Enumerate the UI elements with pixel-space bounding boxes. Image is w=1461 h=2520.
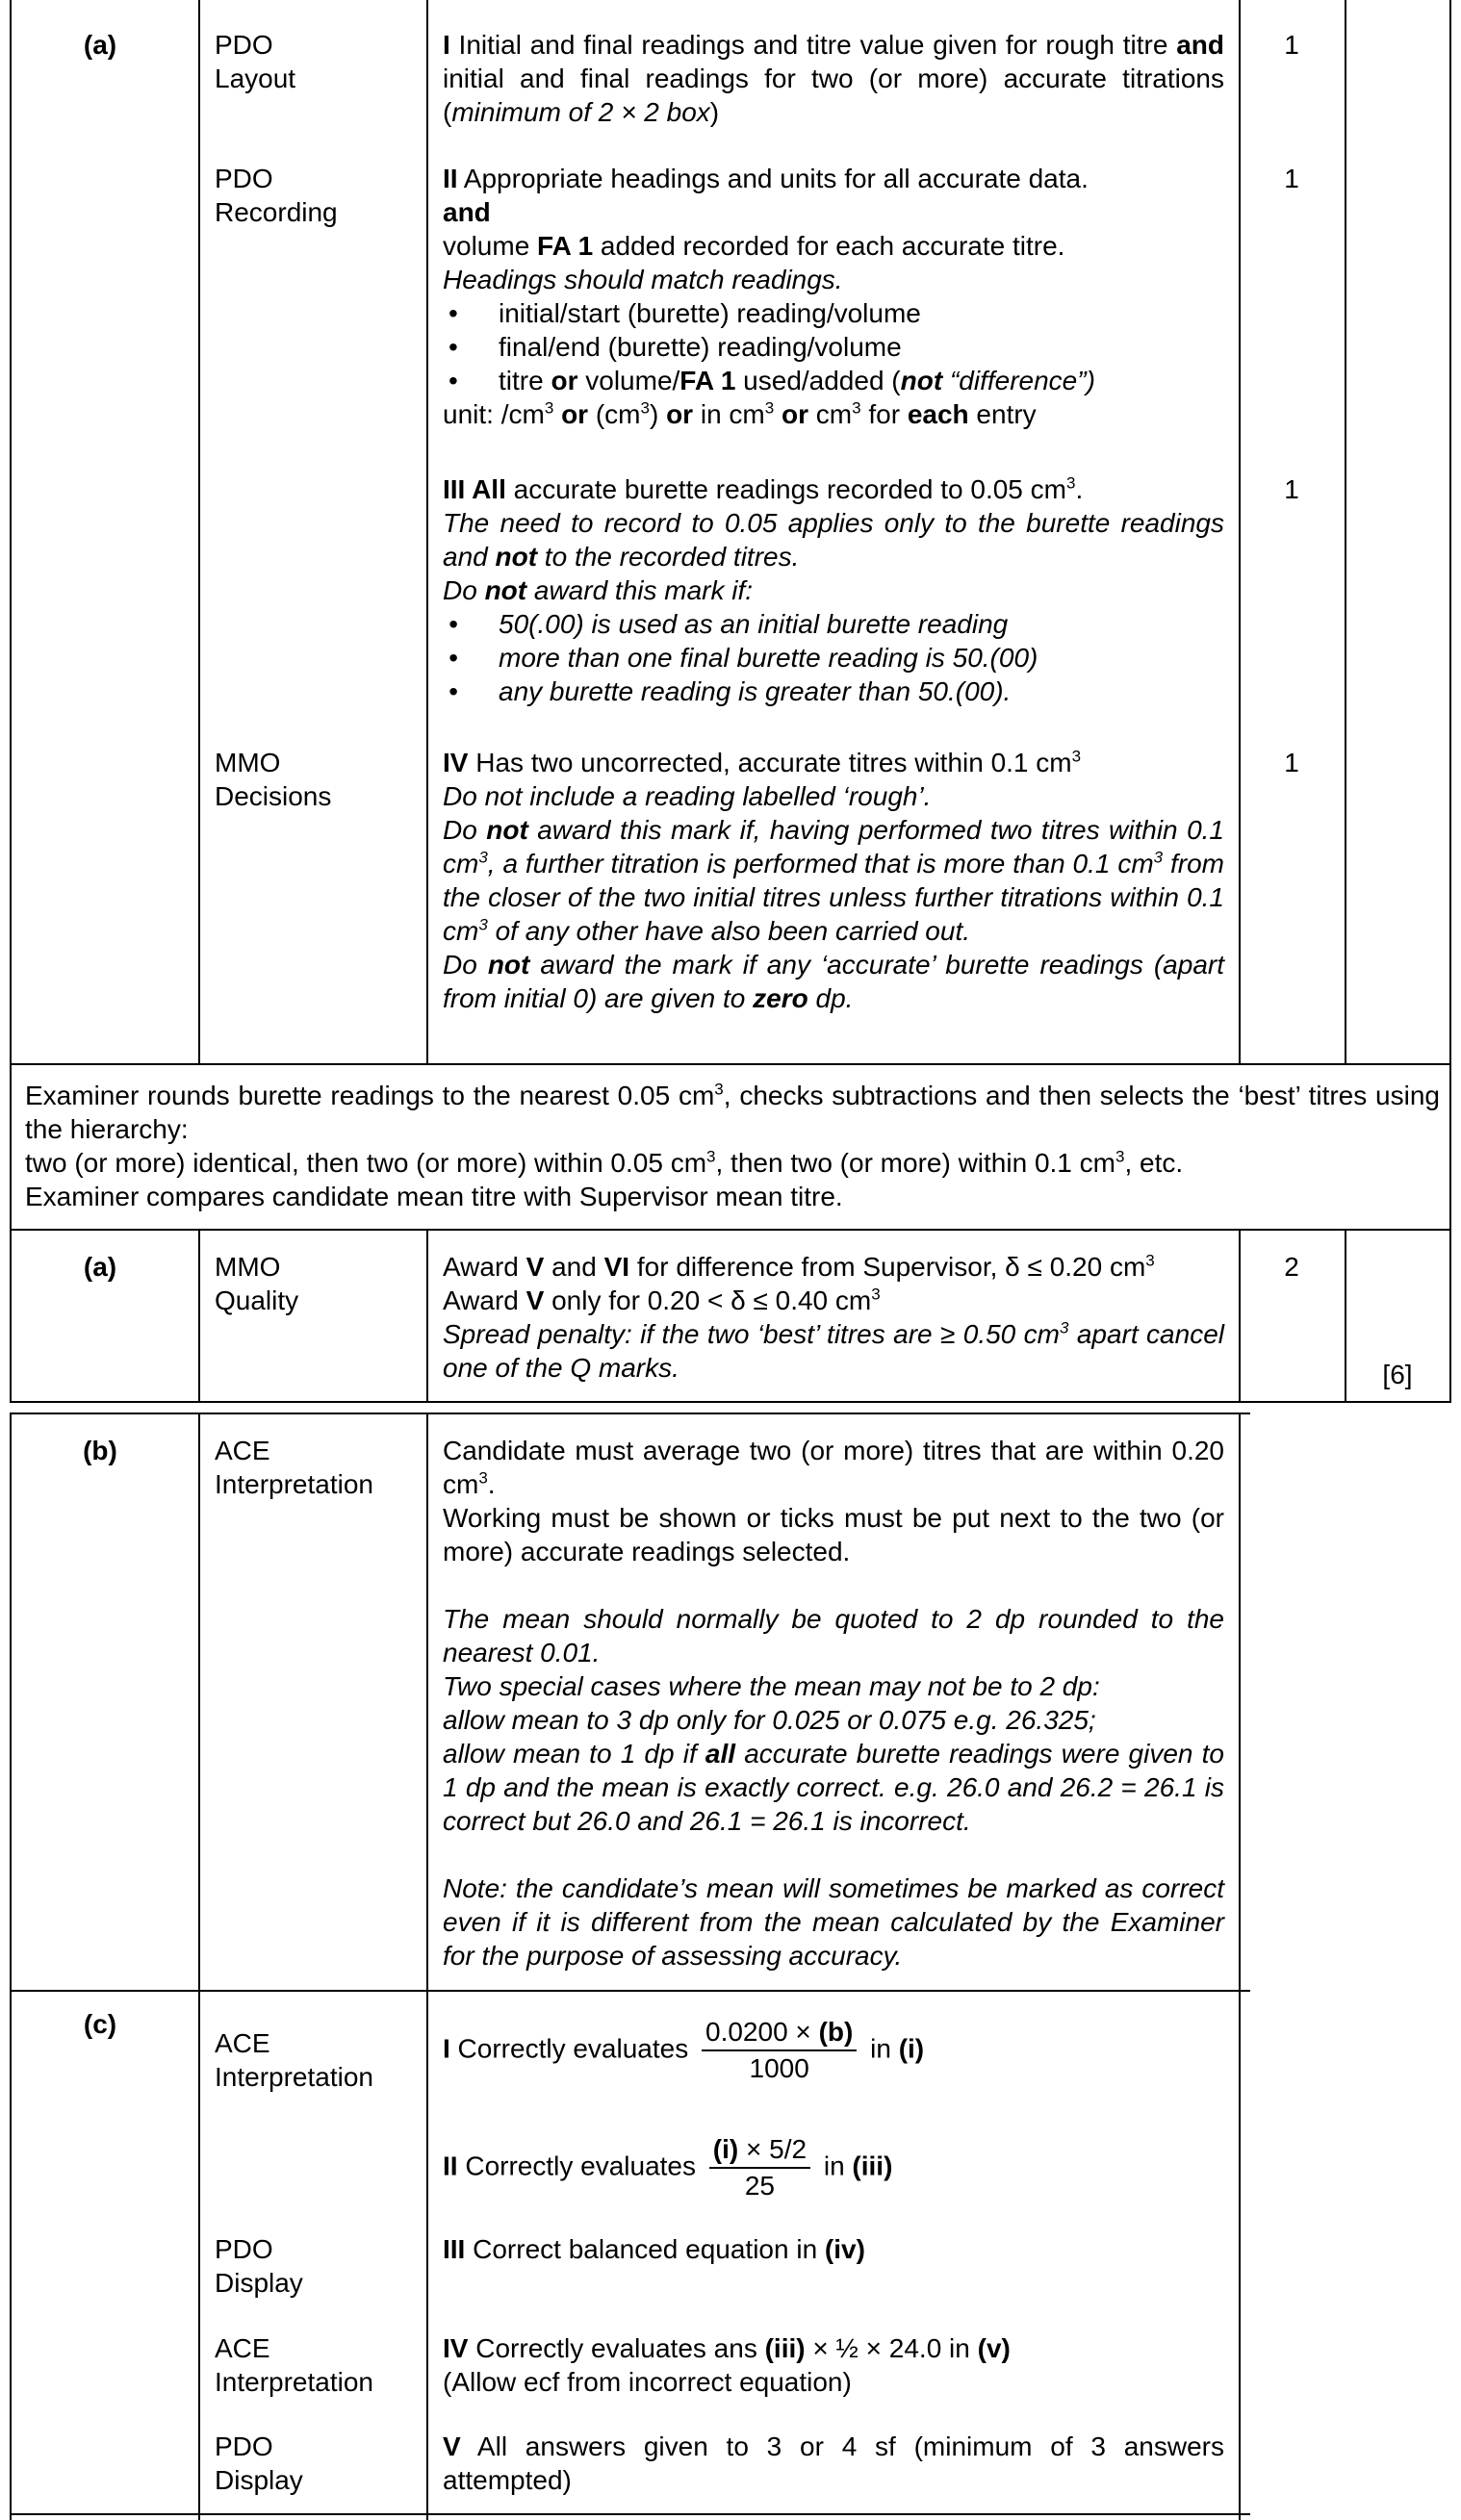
mark-decisions: 1 bbox=[1284, 748, 1299, 777]
quality-label: (a) bbox=[83, 1252, 117, 1282]
criterion-burette: III All accurate burette readings recorded to 0.05 $cm^3$. The need to record to 0.05 applies only to the burette readings and not to the recorded titres. Do not award this mark if: • 50(.00) is used as an initial burette reading • more than one final burette reading is 50.(00) • any burette reading is greater than 50.(00). bbox=[443, 472, 1224, 708]
criterion-c-iv: IV Correctly evaluates ans (iii) × ½ × 24.0 in (v) (Allow ecf from incorrect equation) bbox=[443, 2333, 1011, 2397]
skill-pdo-recording: PDO Recording bbox=[215, 164, 338, 227]
fraction-concentration: $\frac{(i) \times 5/2}{25}$ bbox=[709, 2132, 810, 2203]
criterion-c-ii: II Correctly evaluates $\frac{(i) \times 5/2}{25}$ in (iii) bbox=[443, 2115, 1224, 2221]
criterion-c-v: V All answers given to 3 or 4 sf (minimum of 3 answers attempted) bbox=[443, 2431, 1224, 2495]
criterion-c-i: I Correctly evaluates $\frac{0.0200 \times (b)}{1000}$ in (i) bbox=[443, 1998, 1224, 2103]
total-marks: [6] bbox=[1382, 1360, 1413, 1389]
criterion-decisions: IV Has two uncorrected, accurate titres within 0.1 $cm^3$ Do not include a reading labelled ‘rough’. Do not award this mark if, having performed two titres within 0.1 $cm^3$, a further titration is performed that is more than 0.1 $cm^3$ from the closer of the two initial titres unless further titrations within 0.1 $cm^3$ of any other have also been carried out. Do not award the mark if any ‘accurate’ burette readings (apart from initial 0) are given to zero dp. bbox=[443, 747, 1225, 1013]
bullet-initial: • initial/start (burette) reading/volume bbox=[443, 296, 1224, 330]
criterion-c-iii: III Correct balanced equation in (iv) bbox=[443, 2234, 865, 2264]
mark-layout: 1 bbox=[1284, 30, 1299, 60]
mark-recording: 1 bbox=[1284, 164, 1299, 193]
part-c-label: (c) bbox=[83, 2009, 117, 2039]
skill-pdo-layout: PDO Layout bbox=[215, 30, 296, 93]
bullet-final-50: • more than one final burette reading is 50.(00) bbox=[443, 641, 1224, 675]
criterion-layout: I Initial and final readings and titre value given for rough titre and initial and final readings for two (or more) accurate titrations (minimum of 2 × 2 box) bbox=[443, 30, 1224, 127]
bullet-greater-50: • any burette reading is greater than 50.(00). bbox=[443, 675, 1224, 708]
skill-ace-interpretation-b: ACE Interpretation bbox=[215, 1436, 373, 1499]
bullet-initial-50: • 50(.00) is used as an initial burette reading bbox=[443, 607, 1224, 641]
skill-ace-interpretation-c1: ACE Interpretation bbox=[215, 2028, 373, 2092]
bullet-final: • final/end (burette) reading/volume bbox=[443, 330, 1224, 364]
mark-quality: 2 bbox=[1284, 1252, 1299, 1282]
criterion-quality: Award V and VI for difference from Supervisor, δ ≤ 0.20 $cm^3$ Award V only for 0.20 < δ ≤ 0.40 $cm^3$ Spread penalty: if the two ‘best’ titres are ≥ 0.50 $cm^3$ apart cancel one of the Q marks. bbox=[443, 1251, 1224, 1383]
examiner-note: Examiner rounds burette readings to the nearest 0.05 $cm^3$, checks subtractions and then selects the ‘best’ titres using the hierarchy: two (or more) identical, then two (or more) within 0.05 $cm^3$, then two (or more) within 0.1 $cm^3$, etc. Examiner compares candidate mean titre with Supervisor mean titre. bbox=[25, 1080, 1440, 1211]
criterion-mean: Candidate must average two (or more) titres that are within 0.20 $cm^3$. Working must be shown or ticks must be put next to the two (or more) accurate readings selected. The mean should normally be quoted to 2 dp rounded to the nearest 0.01. Two special cases where the mean may not be to 2 dp: allow mean to 3 dp only for 0.025 or 0.075 e.g. 26.325; allow mean to 1 dp if all accurate burette readings were given to 1 dp and the mean is exactly correct. e.g. 26.0 and 26.2 = 26.1 is correct but 26.0 and 26.1 = 26.1 is incorrect. Note: the candidate’s mean will sometimes be marked as correct even if it is different from the mean calculated by the Examiner for the purpose of assessing accuracy. bbox=[443, 1436, 1225, 1971]
skill-ace-interpretation-c2: ACE Interpretation bbox=[215, 2333, 373, 2397]
fraction-moles: $\frac{0.0200 \times (b)}{1000}$ bbox=[702, 2015, 857, 2086]
skill-mmo-decisions: MMO Decisions bbox=[215, 748, 332, 811]
mark-burette: 1 bbox=[1284, 474, 1299, 504]
criterion-recording: II Appropriate headings and units for all accurate data. and volume FA 1 added recorded for each accurate titre. Headings should match readings. • initial/start (burette) reading/volume • final/end (burette) reading/volume • titre or volume/FA 1 used/added (not “difference”) unit: $/cm^3$ or $(cm^3)$ or in $cm^3$ or $cm^3$ for each entry bbox=[443, 162, 1224, 431]
part-b-label: (b) bbox=[83, 1436, 117, 1465]
skill-mmo-quality: MMO Quality bbox=[215, 1252, 299, 1315]
bullet-titre: • titre or volume/FA 1 used/added (not “difference”) bbox=[443, 364, 1224, 397]
skill-pdo-display-c2: PDO Display bbox=[215, 2431, 303, 2495]
skill-pdo-display-c1: PDO Display bbox=[215, 2234, 303, 2298]
part-a-label: (a) bbox=[83, 30, 117, 60]
